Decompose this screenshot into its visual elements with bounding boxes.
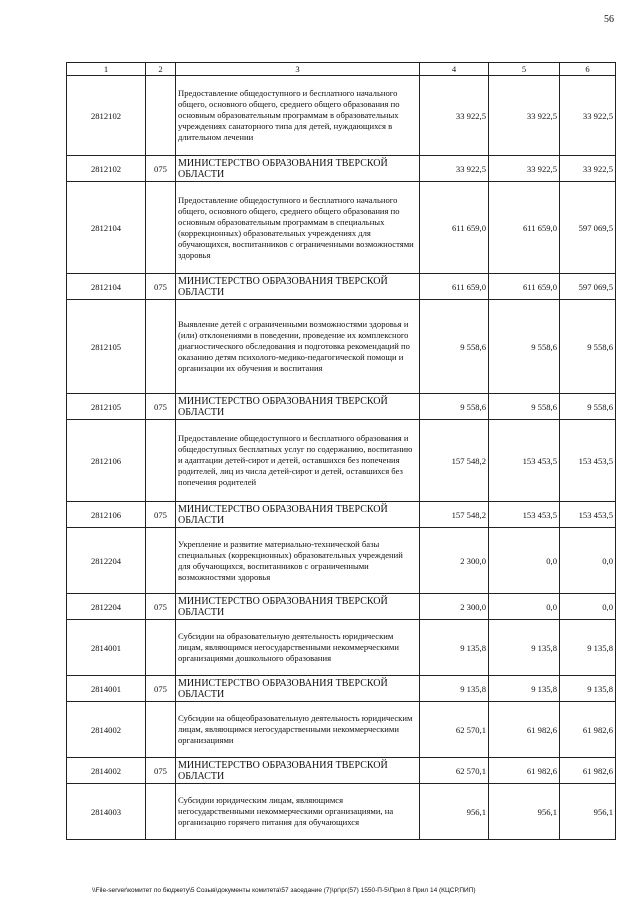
- name-cell: Субсидии на общеобразовательную деятельность юридическим лицам, являющимся негосударственными некоммерческими организациями: [176, 702, 420, 758]
- value-col-6-cell: 0,0: [560, 528, 616, 594]
- page-number: 56: [604, 14, 614, 25]
- code-cell: 2814001: [67, 676, 146, 702]
- table-row: [67, 274, 616, 300]
- dept-cell: 075: [146, 594, 176, 620]
- value-col-6-cell: 597 069,5: [560, 274, 616, 300]
- header-col-2: 2: [146, 63, 176, 76]
- dept-cell: [146, 76, 176, 156]
- code-cell: 2814001: [67, 620, 146, 676]
- value-col-4-cell: 956,1: [420, 784, 489, 840]
- code-cell: 2812105: [67, 394, 146, 420]
- value-col-6-cell: 61 982,6: [560, 702, 616, 758]
- header-col-1: 1: [67, 63, 146, 76]
- table-row: [67, 620, 616, 676]
- value-col-5-cell: 153 453,5: [489, 502, 560, 528]
- dept-cell: [146, 420, 176, 502]
- header-col-4: 4: [420, 63, 489, 76]
- table-row: [67, 502, 616, 528]
- value-col-4-cell: 9 135,8: [420, 620, 489, 676]
- value-col-5-cell: 956,1: [489, 784, 560, 840]
- code-cell: 2812102: [67, 76, 146, 156]
- value-col-4-cell: 2 300,0: [420, 528, 489, 594]
- value-col-5-cell: 9 558,6: [489, 394, 560, 420]
- table-row: [67, 300, 616, 394]
- name-cell: Субсидии юридическим лицам, являющимся негосударственными некоммерческими организациями, на организацию горячего питания для обучающихся: [176, 784, 420, 840]
- table-body: [67, 76, 616, 840]
- dept-cell: 075: [146, 156, 176, 182]
- value-col-4-cell: 9 558,6: [420, 394, 489, 420]
- dept-cell: [146, 784, 176, 840]
- value-col-4-cell: 157 548,2: [420, 420, 489, 502]
- value-col-4-cell: 611 659,0: [420, 274, 489, 300]
- dept-cell: 075: [146, 394, 176, 420]
- dept-cell: 075: [146, 274, 176, 300]
- dept-cell: 075: [146, 758, 176, 784]
- value-col-6-cell: 153 453,5: [560, 420, 616, 502]
- name-cell: Субсидии на образовательную деятельность юридическим лицам, являющимся негосударственными некоммерческими организациями дошкольного образования: [176, 620, 420, 676]
- table-row: [67, 420, 616, 502]
- dept-cell: [146, 300, 176, 394]
- dept-cell: 075: [146, 676, 176, 702]
- header-col-3: 3: [176, 63, 420, 76]
- value-col-6-cell: 597 069,5: [560, 182, 616, 274]
- name-cell: МИНИСТЕРСТВО ОБРАЗОВАНИЯ ТВЕРСКОЙ ОБЛАСТИ: [176, 758, 420, 784]
- name-cell: МИНИСТЕРСТВО ОБРАЗОВАНИЯ ТВЕРСКОЙ ОБЛАСТИ: [176, 156, 420, 182]
- value-col-5-cell: 33 922,5: [489, 76, 560, 156]
- code-cell: 2814002: [67, 702, 146, 758]
- table-header: [67, 63, 616, 76]
- name-cell: Предоставление общедоступного и бесплатного начального общего, основного общего, среднего общего образования по основным образовательным программам в образовательных учреждениях санаторного типа для детей, нуждающихся в длительном лечении: [176, 76, 420, 156]
- dept-cell: [146, 528, 176, 594]
- value-col-4-cell: 9 135,8: [420, 676, 489, 702]
- value-col-5-cell: 61 982,6: [489, 702, 560, 758]
- table-row: [67, 76, 616, 156]
- name-cell: МИНИСТЕРСТВО ОБРАЗОВАНИЯ ТВЕРСКОЙ ОБЛАСТИ: [176, 502, 420, 528]
- value-col-6-cell: 9 558,6: [560, 394, 616, 420]
- value-col-6-cell: 956,1: [560, 784, 616, 840]
- table-row: [67, 394, 616, 420]
- value-col-5-cell: 611 659,0: [489, 274, 560, 300]
- value-col-5-cell: 61 982,6: [489, 758, 560, 784]
- name-cell: МИНИСТЕРСТВО ОБРАЗОВАНИЯ ТВЕРСКОЙ ОБЛАСТИ: [176, 274, 420, 300]
- table-row: [67, 528, 616, 594]
- budget-table: [66, 62, 616, 840]
- value-col-5-cell: 33 922,5: [489, 156, 560, 182]
- value-col-5-cell: 611 659,0: [489, 182, 560, 274]
- code-cell: 2812104: [67, 182, 146, 274]
- code-cell: 2814002: [67, 758, 146, 784]
- table-row: [67, 702, 616, 758]
- value-col-5-cell: 9 135,8: [489, 676, 560, 702]
- value-col-6-cell: 0,0: [560, 594, 616, 620]
- name-cell: МИНИСТЕРСТВО ОБРАЗОВАНИЯ ТВЕРСКОЙ ОБЛАСТИ: [176, 394, 420, 420]
- value-col-6-cell: 33 922,5: [560, 76, 616, 156]
- value-col-5-cell: 0,0: [489, 594, 560, 620]
- code-cell: 2814003: [67, 784, 146, 840]
- name-cell: МИНИСТЕРСТВО ОБРАЗОВАНИЯ ТВЕРСКОЙ ОБЛАСТИ: [176, 676, 420, 702]
- name-cell: Предоставление общедоступного и бесплатного образования и общедоступных бесплатных услуг по содержанию, воспитанию и адаптации детей-сирот и детей, оставшихся без попечения родителей, лиц из числа детей-сирот и детей, оставшихся без попечения родителей: [176, 420, 420, 502]
- code-cell: 2812104: [67, 274, 146, 300]
- value-col-4-cell: 611 659,0: [420, 182, 489, 274]
- value-col-6-cell: 33 922,5: [560, 156, 616, 182]
- header-col-6: 6: [560, 63, 616, 76]
- dept-cell: [146, 620, 176, 676]
- value-col-4-cell: 9 558,6: [420, 300, 489, 394]
- table-row: [67, 676, 616, 702]
- value-col-4-cell: 2 300,0: [420, 594, 489, 620]
- table-row: [67, 182, 616, 274]
- value-col-4-cell: 157 548,2: [420, 502, 489, 528]
- value-col-4-cell: 62 570,1: [420, 702, 489, 758]
- value-col-5-cell: 0,0: [489, 528, 560, 594]
- name-cell: Предоставление общедоступного и бесплатного начального общего, основного общего, среднего общего образования по основным образовательным программам в специальных (коррекционных) образовательных учреждениях для обучающихся, воспитанников с ограниченными возможностями здоровья: [176, 182, 420, 274]
- table-row: [67, 594, 616, 620]
- value-col-4-cell: 62 570,1: [420, 758, 489, 784]
- value-col-4-cell: 33 922,5: [420, 156, 489, 182]
- value-col-6-cell: 61 982,6: [560, 758, 616, 784]
- value-col-6-cell: 9 135,8: [560, 620, 616, 676]
- code-cell: 2812102: [67, 156, 146, 182]
- value-col-5-cell: 153 453,5: [489, 420, 560, 502]
- value-col-5-cell: 9 135,8: [489, 620, 560, 676]
- code-cell: 2812204: [67, 528, 146, 594]
- dept-cell: [146, 182, 176, 274]
- header-col-5: 5: [489, 63, 560, 76]
- dept-cell: 075: [146, 502, 176, 528]
- dept-cell: [146, 702, 176, 758]
- value-col-4-cell: 33 922,5: [420, 76, 489, 156]
- code-cell: 2812105: [67, 300, 146, 394]
- name-cell: МИНИСТЕРСТВО ОБРАЗОВАНИЯ ТВЕРСКОЙ ОБЛАСТИ: [176, 594, 420, 620]
- code-cell: 2812204: [67, 594, 146, 620]
- table-row: [67, 758, 616, 784]
- value-col-6-cell: 9 135,8: [560, 676, 616, 702]
- value-col-6-cell: 153 453,5: [560, 502, 616, 528]
- code-cell: 2812106: [67, 420, 146, 502]
- code-cell: 2812106: [67, 502, 146, 528]
- table-row: [67, 784, 616, 840]
- name-cell: Выявление детей с ограниченными возможностями здоровья и (или) отклонениями в поведении, проведение их комплексного диагностического обследования и подготовка рекомендаций по оказанию детям психолого-медико-педагогической помощи и организации их обучения и воспитания: [176, 300, 420, 394]
- value-col-6-cell: 9 558,6: [560, 300, 616, 394]
- table-row: [67, 156, 616, 182]
- name-cell: Укрепление и развитие материально-технической базы специальных (коррекционных) образовательных учреждений для обучающихся, воспитанников с ограниченными возможностями здоровья: [176, 528, 420, 594]
- value-col-5-cell: 9 558,6: [489, 300, 560, 394]
- file-path-footer: \\File-server\комитет по бюджету\5 Созыв\документы комитета\57 заседание (7)\рг\рг(57) 1550-П-5\Прил 8 Прил 14 (КЦСР,ПИП): [92, 887, 476, 894]
